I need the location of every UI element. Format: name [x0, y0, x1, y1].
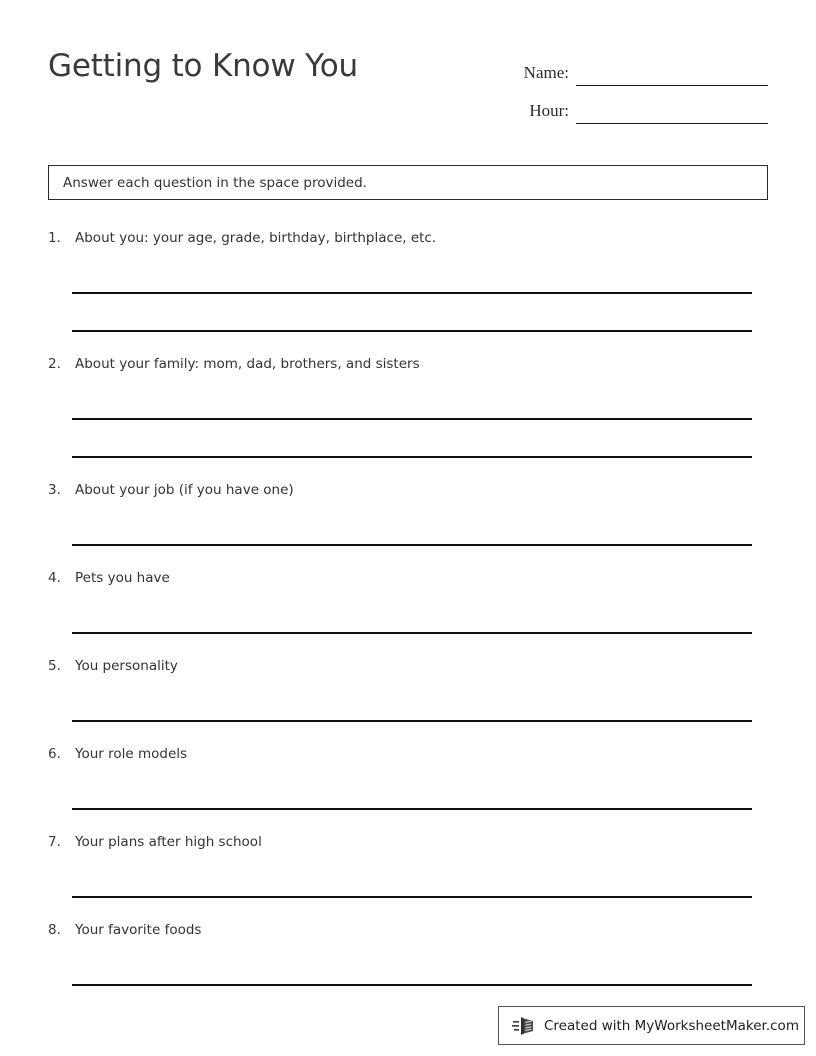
- question-text: About you: your age, grade, birthday, birthplace, etc.: [75, 230, 437, 246]
- name-field-row: [512, 48, 768, 86]
- name-field-label: Name:: [523, 63, 569, 82]
- question-spacer: [48, 546, 768, 568]
- worksheet-maker-logo-icon: [511, 1013, 537, 1039]
- question-prompt: [48, 480, 768, 500]
- answer-line[interactable]: [72, 382, 752, 420]
- question-prompt: [48, 832, 768, 852]
- hour-field-row: [512, 86, 768, 124]
- answer-area: [72, 596, 768, 634]
- question-item: [48, 920, 768, 1008]
- answer-line[interactable]: [72, 420, 752, 458]
- student-info-block: [512, 48, 768, 124]
- question-item: [48, 228, 768, 354]
- question-text: Pets you have: [75, 570, 170, 586]
- answer-line[interactable]: [72, 684, 752, 722]
- question-number: 3.: [48, 482, 61, 498]
- footer-attribution-badge[interactable]: [498, 1006, 805, 1045]
- question-text: About your family: mom, dad, brothers, and sisters: [75, 356, 420, 372]
- question-prompt: [48, 656, 768, 676]
- answer-area: [72, 382, 768, 458]
- question-text: Your role models: [75, 746, 188, 762]
- question-item: [48, 568, 768, 656]
- question-spacer: [48, 810, 768, 832]
- answer-line[interactable]: [72, 294, 752, 332]
- answer-line[interactable]: [72, 772, 752, 810]
- instruction-text: Answer each question in the space provided.: [63, 174, 367, 191]
- answer-area: [72, 684, 768, 722]
- question-spacer: [48, 722, 768, 744]
- question-text: You personality: [75, 658, 178, 674]
- question-item: [48, 744, 768, 832]
- question-prompt: [48, 228, 768, 248]
- answer-area: [72, 508, 768, 546]
- answer-line[interactable]: [72, 860, 752, 898]
- question-item: [48, 354, 768, 480]
- question-spacer: [48, 634, 768, 656]
- page-title: Getting to Know You: [48, 48, 358, 84]
- question-number: 8.: [48, 922, 61, 938]
- question-text: Your plans after high school: [75, 834, 262, 850]
- footer-attribution-text: Created with MyWorksheetMaker.com: [544, 1017, 799, 1034]
- answer-area: [72, 948, 768, 986]
- answer-area: [72, 256, 768, 332]
- question-number: 4.: [48, 570, 61, 586]
- answer-line[interactable]: [72, 508, 752, 546]
- question-number: 1.: [48, 230, 61, 246]
- questions-list: [48, 228, 768, 1008]
- question-spacer: [48, 898, 768, 920]
- question-item: [48, 656, 768, 744]
- instruction-box: [48, 165, 768, 200]
- answer-area: [72, 860, 768, 898]
- question-text: About your job (if you have one): [75, 482, 294, 498]
- question-spacer: [48, 986, 768, 1008]
- question-prompt: [48, 744, 768, 764]
- question-text: Your favorite foods: [75, 922, 202, 938]
- question-number: 7.: [48, 834, 61, 850]
- question-prompt: [48, 568, 768, 588]
- answer-line[interactable]: [72, 948, 752, 986]
- answer-area: [72, 772, 768, 810]
- worksheet-header: [48, 40, 768, 130]
- question-number: 6.: [48, 746, 61, 762]
- question-prompt: [48, 920, 768, 940]
- question-number: 5.: [48, 658, 61, 674]
- answer-line[interactable]: [72, 256, 752, 294]
- hour-input[interactable]: [576, 101, 768, 124]
- name-input[interactable]: [576, 63, 768, 86]
- answer-line[interactable]: [72, 596, 752, 634]
- question-prompt: [48, 354, 768, 374]
- question-spacer: [48, 458, 768, 480]
- question-item: [48, 480, 768, 568]
- hour-field-label: Hour:: [529, 101, 569, 120]
- question-item: [48, 832, 768, 920]
- question-number: 2.: [48, 356, 61, 372]
- question-spacer: [48, 332, 768, 354]
